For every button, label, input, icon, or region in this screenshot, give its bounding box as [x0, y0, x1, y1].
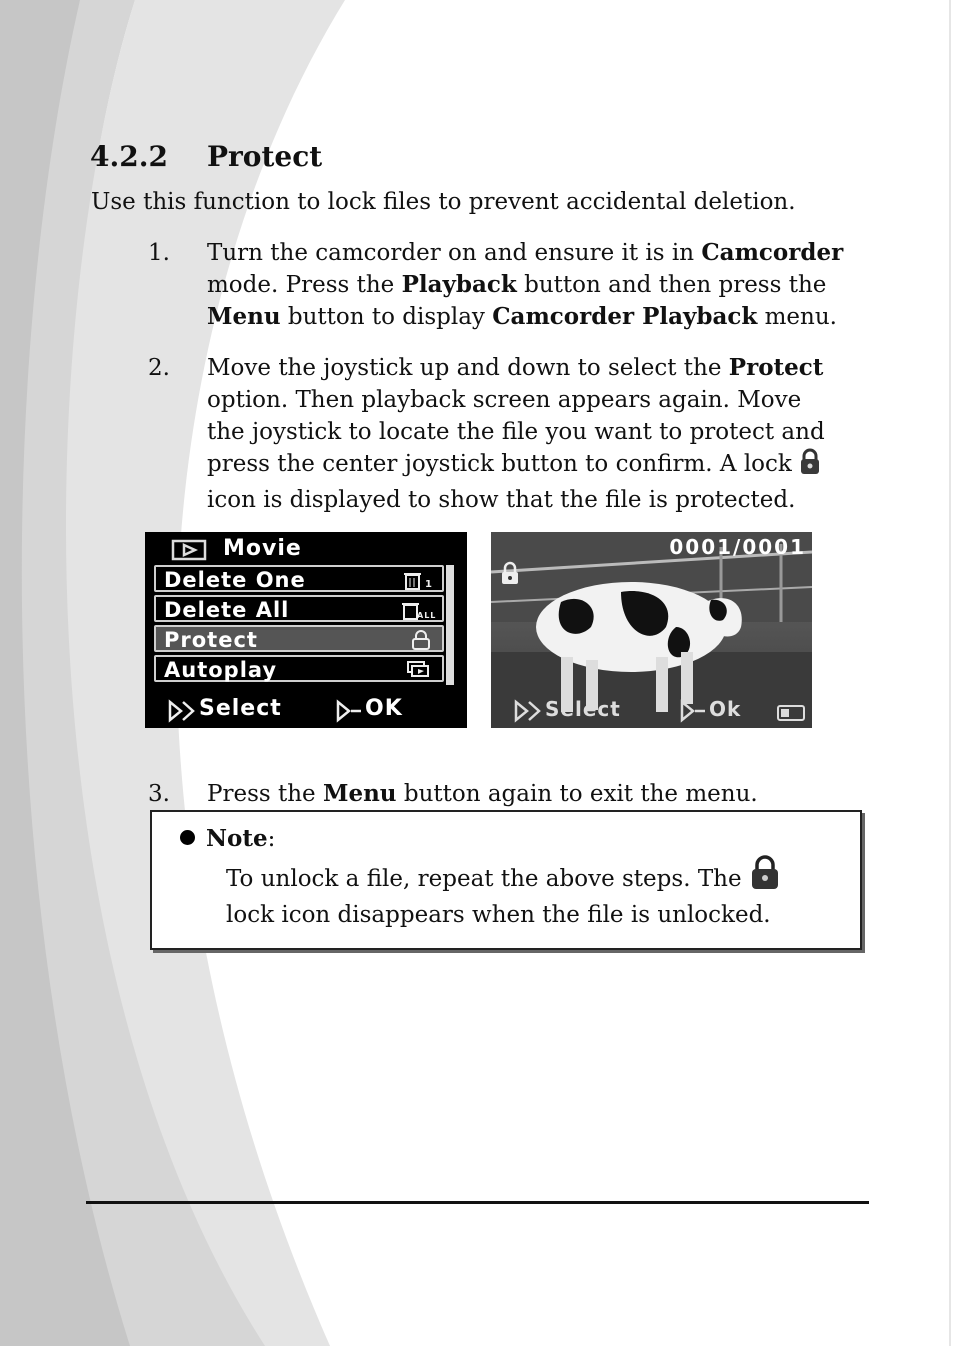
footer-select-label: Select [545, 697, 621, 721]
step-number: 1. [148, 240, 170, 266]
slideshow-icon [406, 660, 434, 687]
step-text: Turn the camcorder on and ensure it is in Camcorder mode. Press the Playback button and then press the Menu button to display Camcorder Playback menu. [207, 239, 844, 330]
joystick-select-icon [513, 700, 543, 726]
lock-icon [408, 630, 434, 657]
step-number: 2. [148, 355, 170, 381]
joystick-ok-icon [335, 700, 363, 726]
bullet [180, 830, 195, 845]
footer-rule [86, 1201, 869, 1204]
menu-item-delete-one[interactable]: Delete One 1 [154, 565, 444, 592]
menu-title: Movie [223, 536, 302, 561]
menu-scrollbar[interactable] [446, 565, 454, 685]
file-counter: 0001/0001 [669, 535, 806, 559]
section-number: 4.2.2 [90, 140, 168, 173]
menu-item-delete-all[interactable]: Delete All ALL [154, 595, 444, 622]
note-text: To unlock a file, repeat the above steps. The lock icon disappears when the file is unlocked. [226, 856, 836, 931]
step-text: Move the joystick up and down to select the Protect option. Then playback screen appears again. Move the joystick to locate the file you want to protect and press the center joystick button to confirm. A lock icon is displayed to show that the file is protected. [207, 354, 825, 513]
lock-icon [749, 856, 781, 899]
footer-ok-label: OK [365, 696, 403, 721]
playback-screenshot [491, 532, 812, 728]
playback-icon [171, 539, 207, 565]
trash-one-icon [404, 570, 434, 597]
svg-text:1: 1 [425, 579, 433, 590]
menu-screenshot [145, 532, 467, 728]
step-text: Press the Menu button again to exit the menu. [207, 780, 758, 807]
step-number: 3. [148, 781, 170, 807]
trash-all-icon [402, 600, 437, 627]
memory-card-icon [777, 704, 805, 726]
menu-item-protect[interactable]: Protect [154, 625, 444, 652]
footer-ok-label: Ok [709, 697, 742, 721]
section-title: Protect [207, 140, 323, 173]
footer-select-label: Select [199, 696, 282, 721]
joystick-select-icon [167, 700, 197, 726]
menu-item-autoplay[interactable]: Autoplay [154, 655, 444, 682]
note-label: Note: [206, 825, 276, 852]
note-box [150, 810, 862, 950]
svg-text:ALL: ALL [417, 611, 437, 620]
lock-icon [499, 562, 521, 590]
lock-icon [799, 449, 821, 484]
joystick-ok-icon [679, 700, 707, 726]
cow-photo [491, 532, 812, 728]
intro-text: Use this function to lock files to prevent accidental deletion. [91, 189, 796, 215]
